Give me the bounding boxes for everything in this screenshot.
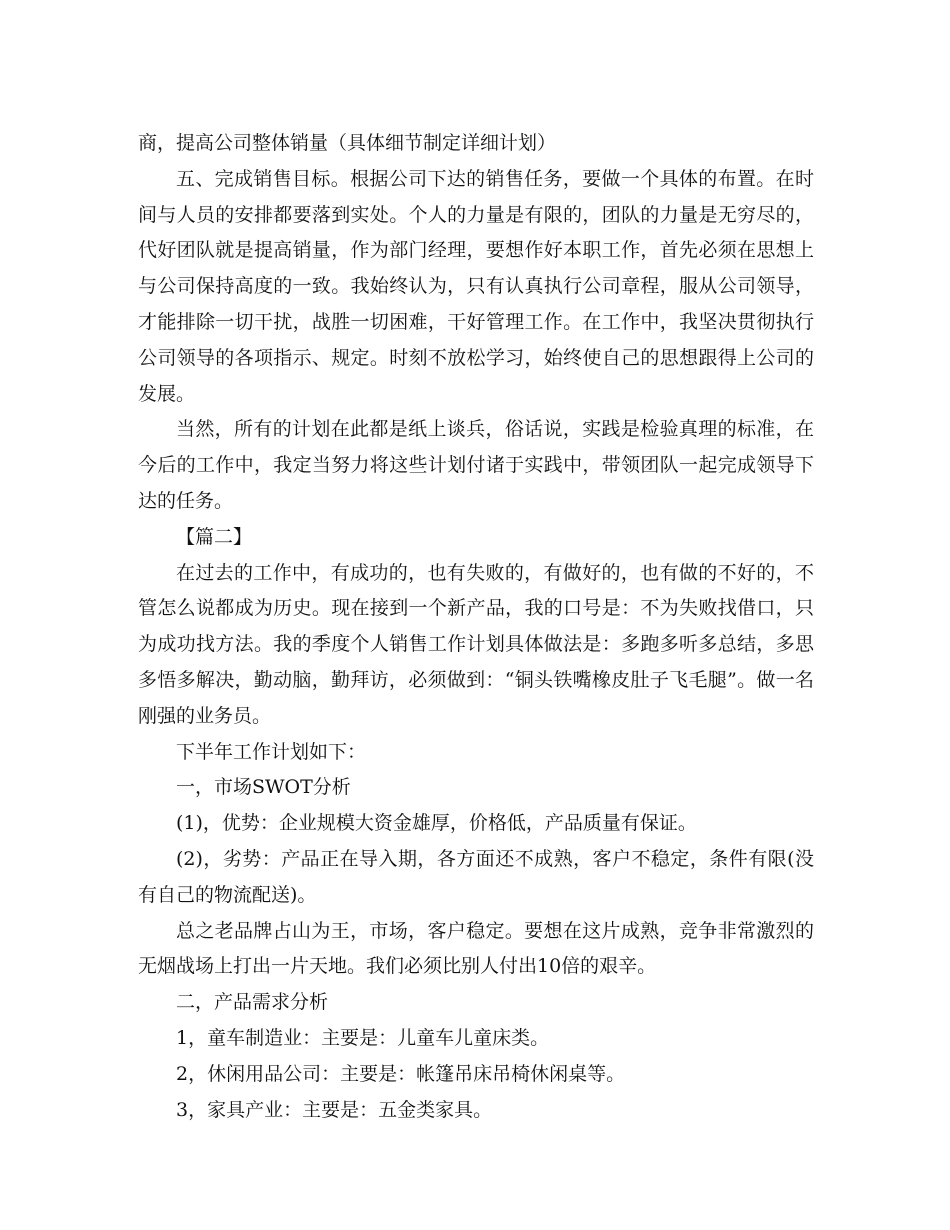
heading-demand-analysis: 二，产品需求分析 bbox=[176, 991, 329, 1014]
paragraph-continuation: 商，提高公司整体销量（具体细节制定详细计划） bbox=[138, 132, 557, 154]
list-item-weaknesses: (2)，劣势：产品正在导入期，各方面还不成熟，客户不稳定，条件有限(没有自己的物流配送)。 bbox=[138, 847, 814, 906]
list-item-leisure-products: 2，休闲用品公司：主要是：帐篷吊床吊椅休闲桌等。 bbox=[176, 1062, 626, 1085]
list-item-furniture-industry: 3，家具产业：主要是：五金类家具。 bbox=[176, 1098, 493, 1121]
list-item-strengths: (1)，优势：企业规模大资金雄厚，价格低，产品质量有保证。 bbox=[176, 812, 697, 835]
paragraph-sales-goal: 五、完成销售目标。根据公司下达的销售任务，要做一个具体的布置。在时间与人员的安排都要落到实处。个人的力量是有限的，团队的力量是无穷尽的，代好团队就是提高销量，作为部门经理，要想作好本职工作，首先必须在思想上与公司保持高度的一致。我始终认为，只有认真执行公司章程，服从公司领导，才能排除一切干扰，战胜一切困难，干好管理工作。在工作中，我坚决贯彻执行公司领导的各项指示、规定。时刻不放松学习，始终使自己的思想跟得上公司的发展。 bbox=[138, 167, 814, 405]
paragraph-plan-intro: 下半年工作计划如下： bbox=[176, 740, 367, 763]
paragraph-past-work: 在过去的工作中，有成功的，也有失败的，有做好的，也有做的不好的，不管怎么说都成为历史。现在接到一个新产品，我的口号是：不为失败找借口，只为成功找方法。我的季度个人销售工作计划具体做法是：多跑多听多总结，多思多悟多解决，勤动脑，勤拜访，必须做到：“铜头铁嘴橡皮肚子飞毛腿”。做一名刚强的业务员。 bbox=[138, 561, 814, 727]
heading-swot-analysis: 一，市场SWOT分析 bbox=[176, 776, 351, 799]
list-item-stroller-industry: 1，童车制造业：主要是：儿童车儿童床类。 bbox=[176, 1026, 550, 1049]
paragraph-practice: 当然，所有的计划在此都是纸上谈兵，俗话说，实践是检验真理的标准，在今后的工作中，我定当努力将这些计划付诸于实践中，带领团队一起完成领导下达的任务。 bbox=[138, 418, 814, 512]
document-body bbox=[138, 126, 814, 1128]
section-heading-part-two: 【篇二】 bbox=[176, 525, 253, 548]
paragraph-summary: 总之老品牌占山为王，市场，客户稳定。要想在这片成熟，竞争非常激烈的无烟战场上打出一片天地。我们必须比别人付出10倍的艰辛。 bbox=[138, 919, 814, 978]
